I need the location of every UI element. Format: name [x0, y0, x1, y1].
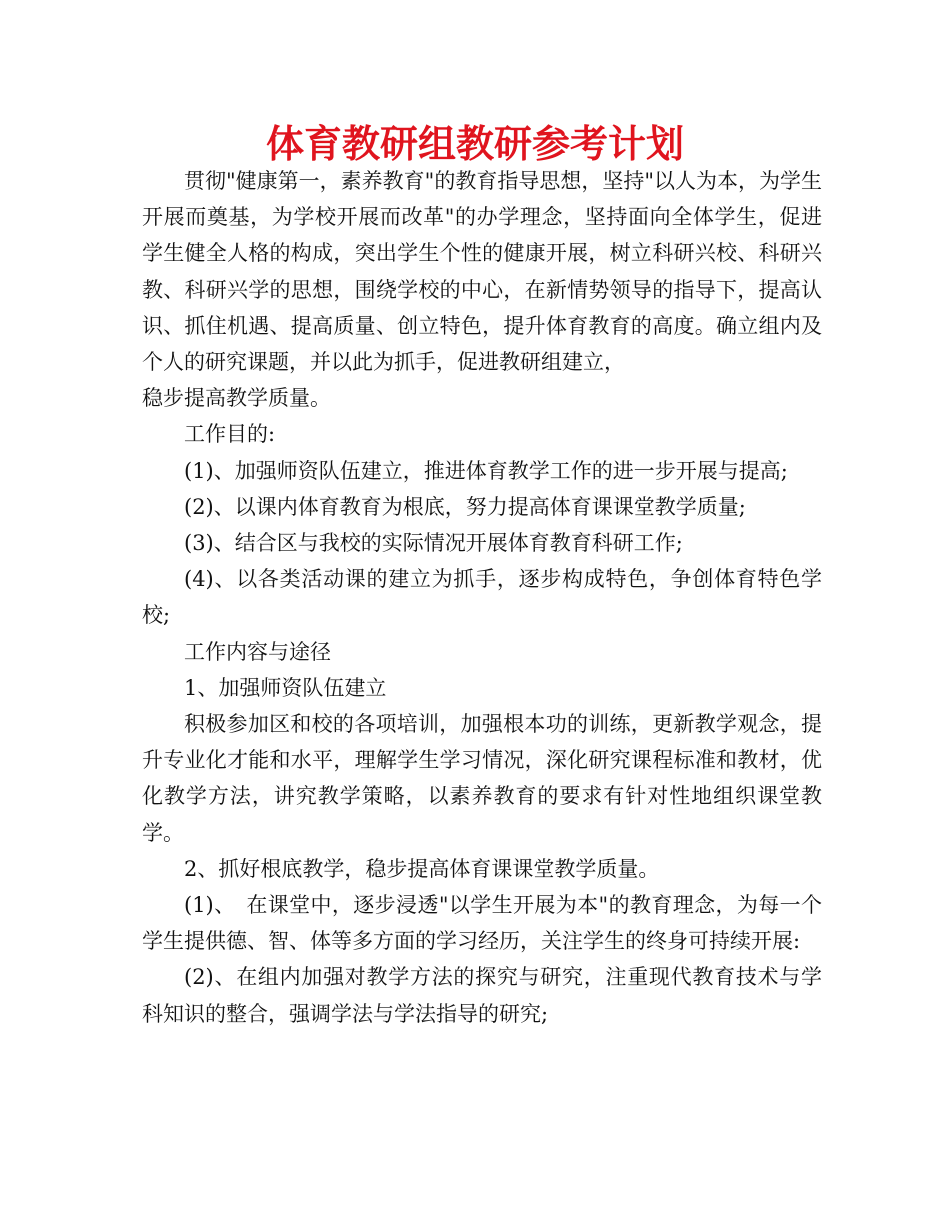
section-heading-content: 工作内容与途径: [184, 639, 331, 664]
subsection-2-item-1: (1)、 在课堂中，逐步浸透"以学生开展为本"的教育理念，为每一个学生提供德、智、体等多方面的学习经历，关注学生的终身可持续开展:: [142, 893, 822, 954]
goal-item-1: (1)、加强师资队伍建立，推进体育教学工作的进一步开展与提高;: [184, 458, 788, 483]
subsection-2-item-2: (2)、在组内加强对教学方法的探究与研究，注重现代教育技术与学科知识的整合，强调学法与学法指导的研究;: [142, 965, 822, 1026]
subsection-heading-2: 2、抓好根底教学，稳步提高体育课课堂教学质量。: [184, 856, 660, 881]
goal-item-3: (3)、结合区与我校的实际情况开展体育教育科研工作;: [184, 531, 683, 556]
goal-item-2: (2)、以课内体育教育为根底，努力提高体育课课堂教学质量;: [184, 494, 746, 519]
subsection-1-paragraph: 积极参加区和校的各项培训，加强根本功的训练，更新教学观念，提升专业化才能和水平，理解学生学习情况，深化研究课程标准和教材，优化教学方法，讲究教学策略，以素养教育的要求有针对性地组织课堂教学。: [142, 712, 822, 845]
section-heading-goals: 工作目的:: [184, 422, 276, 447]
document-body: [142, 163, 822, 1032]
intro-paragraph-end: 稳步提高教学质量。: [142, 386, 331, 411]
intro-paragraph: 贯彻"健康第一，素养教育"的教育指导思想，坚持"以人为本，为学生开展而奠基，为学校开展而改革"的办学理念，坚持面向全体学生，促进学生健全人格的构成，突出学生个性的健康开展，树立科研兴校、科研兴教、科研兴学的思想，围绕学校的中心，在新情势领导的指导下，提高认识、抓住机遇、提高质量、创立特色，提升体育教育的高度。确立组内及个人的研究课题，并以此为抓手，促进教研组建立，: [142, 169, 822, 375]
subsection-heading-1: 1、加强师资队伍建立: [184, 675, 387, 700]
goal-item-4: (4)、以各类活动课的建立为抓手，逐步构成特色，争创体育特色学校;: [142, 567, 822, 628]
document-title: 体育教研组教研参考计划: [265, 122, 684, 166]
